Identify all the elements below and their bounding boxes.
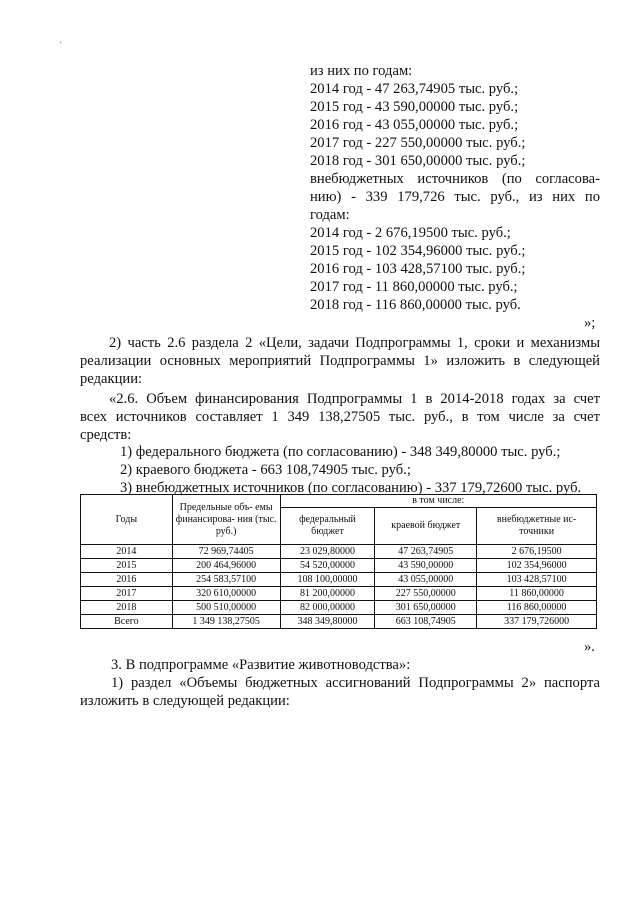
paragraph-line: редакции: (80, 371, 143, 387)
text-line: годам: (310, 207, 350, 223)
cell-year: 2015 (81, 559, 173, 573)
cell-regional: 301 650,00000 (375, 601, 477, 615)
header-limit: Предельные объ- емы финансирова- ния (тыс. руб.) (172, 495, 280, 545)
header-regional: краевой бюджет (375, 508, 477, 545)
cell-limit: 320 610,00000 (172, 587, 280, 601)
header-years: Годы (81, 495, 173, 545)
table-row (81, 601, 597, 615)
table-row (81, 545, 597, 559)
cell-regional: 227 550,00000 (375, 587, 477, 601)
header-federal: федеральный бюджет (280, 508, 375, 545)
table-row-total (81, 615, 597, 629)
paragraph-line: изложить в следующей редакции: (80, 693, 290, 709)
cell-regional: 43 055,00000 (375, 573, 477, 587)
cell-federal: 23 029,80000 (280, 545, 375, 559)
paragraph-line: реализации основных мероприятий Подпрограммы 1» изложить в следующей (80, 353, 600, 369)
cell-year: 2016 (81, 573, 173, 587)
cell-offbudget: 11 860,00000 (477, 587, 597, 601)
text-line: 2017 год - 227 550,00000 тыс. руб.; (310, 135, 526, 151)
paragraph-line: 1) раздел «Объемы бюджетных ассигнований Подпрограммы 2» паспорта (111, 675, 600, 691)
cell-federal: 108 100,00000 (280, 573, 375, 587)
cell-year: Всего (81, 615, 173, 629)
cell-offbudget: 2 676,19500 (477, 545, 597, 559)
financing-table (80, 494, 597, 629)
paragraph-line: 2) часть 2.6 раздела 2 «Цели, задачи Подпрограммы 1, сроки и механизмы (109, 335, 600, 351)
cell-federal: 82 000,00000 (280, 601, 375, 615)
cell-year: 2018 (81, 601, 173, 615)
cell-limit: 200 464,96000 (172, 559, 280, 573)
paragraph-line: «2.6. Объем финансирования Подпрограммы 1 в 2014-2018 годах за счет (109, 391, 600, 407)
text-line: 2017 год - 11 860,00000 тыс. руб.; (310, 279, 518, 295)
cell-offbudget: 337 179,726000 (477, 615, 597, 629)
source-item: 2) краевого бюджета - 663 108,74905 тыс. руб.; (120, 462, 411, 478)
table-row (81, 559, 597, 573)
cell-offbudget: 102 354,96000 (477, 559, 597, 573)
source-item: 1) федерального бюджета (по согласованию) - 348 349,80000 тыс. руб.; (120, 444, 561, 460)
source-item: 3) внебюджетных источников (по согласованию) - 337 179,72600 тыс. руб. (120, 480, 582, 496)
cell-year: 2014 (81, 545, 173, 559)
text-line: 2018 год - 301 650,00000 тыс. руб.; (310, 153, 526, 169)
table-row (81, 587, 597, 601)
text-line: внебюджетных источников (по согласова- (310, 171, 600, 187)
cell-offbudget: 103 428,57100 (477, 573, 597, 587)
table-row (81, 573, 597, 587)
cell-limit: 1 349 138,27505 (172, 615, 280, 629)
text-line: 2016 год - 43 055,00000 тыс. руб.; (310, 117, 519, 133)
cell-regional: 47 263,74905 (375, 545, 477, 559)
text-line: 2016 год - 103 428,57100 тыс. руб.; (310, 261, 526, 277)
cell-federal: 81 200,00000 (280, 587, 375, 601)
cell-regional: 43 590,00000 (375, 559, 477, 573)
text-line: из них по годам: (310, 63, 413, 79)
paragraph-line: всех источников составляет 1 349 138,27505 тыс. руб., в том числе за счет (80, 409, 600, 425)
text-line: 2014 год - 2 676,19500 тыс. руб.; (310, 225, 511, 241)
closing-quote: ». (584, 639, 595, 655)
cell-year: 2017 (81, 587, 173, 601)
header-offbudget: внебюджетные ис- точники (477, 508, 597, 545)
header-group: в том числе: (280, 495, 596, 508)
text-line: 2018 год - 116 860,00000 тыс. руб. (310, 297, 521, 313)
cell-limit: 500 510,00000 (172, 601, 280, 615)
closing-quote: »; (584, 315, 596, 331)
cell-federal: 54 520,00000 (280, 559, 375, 573)
cell-federal: 348 349,80000 (280, 615, 375, 629)
text-line: нию) - 339 179,726 тыс. руб., из них по (310, 189, 600, 205)
margin-mark: ' (60, 40, 62, 50)
section-heading: 3. В подпрограмме «Развитие животноводства»: (111, 657, 411, 673)
cell-limit: 72 969,74405 (172, 545, 280, 559)
cell-regional: 663 108,74905 (375, 615, 477, 629)
cell-limit: 254 583,57100 (172, 573, 280, 587)
text-line: 2015 год - 43 590,00000 тыс. руб.; (310, 99, 519, 115)
text-line: 2014 год - 47 263,74905 тыс. руб.; (310, 81, 519, 97)
cell-offbudget: 116 860,00000 (477, 601, 597, 615)
paragraph-line: средств: (80, 427, 132, 443)
text-line: 2015 год - 102 354,96000 тыс. руб.; (310, 243, 526, 259)
